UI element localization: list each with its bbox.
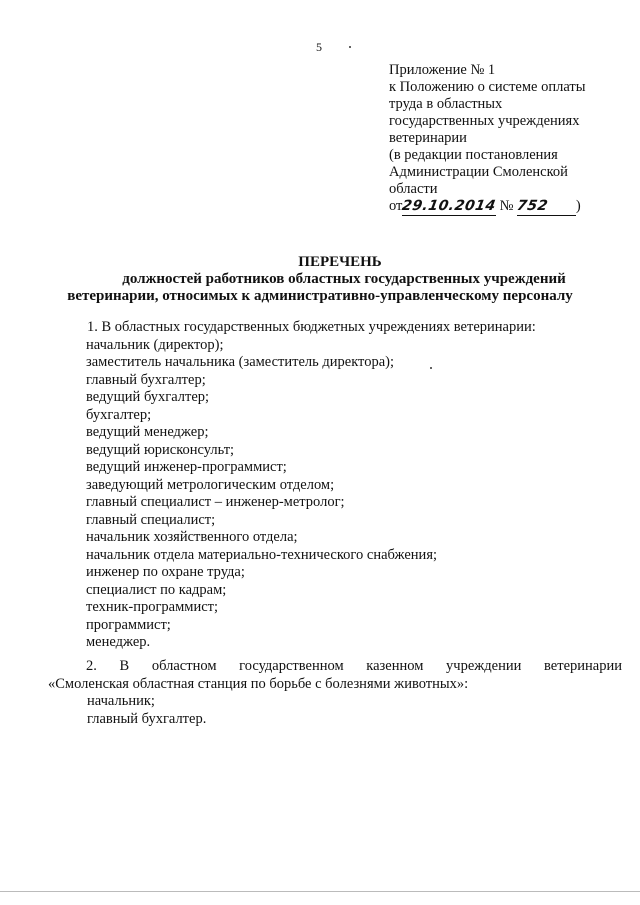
list-item: главный бухгалтер; (86, 371, 206, 388)
section-1-list (86, 337, 536, 652)
title-heading: ПЕРЕЧЕНЬ (298, 254, 382, 270)
list-item: главный специалист – инженер-метролог; (86, 494, 345, 510)
annex-header (389, 62, 609, 216)
list-item: начальник хозяйственного отдела; (86, 529, 298, 545)
list-item: специалист по кадрам; (86, 581, 227, 598)
list-item: начальник (директор); (86, 336, 224, 353)
scan-speck (349, 46, 351, 48)
annex-date-line (389, 198, 609, 216)
list-item: ведущий инженер-программист; (86, 459, 287, 475)
number-prefix: № (495, 198, 518, 214)
annex-line: ветеринарии (389, 130, 467, 146)
annex-line: области (389, 181, 438, 197)
list-item: ведущий бухгалтер; (86, 389, 210, 405)
section-2-heading-cont: «Смоленская областная станция по борьбе с болезнями животных»: (48, 675, 469, 692)
handwritten-date: 29.10.2014 (401, 198, 498, 214)
scan-speck (430, 367, 432, 369)
section-2 (48, 658, 622, 728)
list-item: начальник отдела материально-технического снабжения; (86, 546, 438, 563)
section-2-heading: 2. В областном государственном казенном учреждении ветеринарии (86, 658, 622, 674)
list-item: программист; (86, 616, 171, 633)
list-item: начальник; (87, 693, 155, 709)
list-item: менеджер. (86, 634, 151, 650)
list-item: главный специалист; (86, 511, 216, 528)
annex-line: (в редакции постановления (389, 147, 558, 163)
date-prefix: от (389, 198, 403, 214)
list-item: бухгалтер; (86, 406, 152, 423)
handwritten-number: 752 (515, 198, 550, 214)
list-item: ведущий юрисконсульт; (86, 441, 235, 458)
title-line: должностей работников областных государственных учреждений (122, 271, 566, 287)
list-item: техник-программист; (86, 599, 219, 615)
list-item: заведующий метрологическим отделом; (86, 476, 335, 493)
page-number: 5 (316, 40, 322, 54)
annex-line: Администрации Смоленской (389, 164, 568, 180)
title-line: ветеринарии, относимых к административно-управленческому персоналу (67, 288, 573, 304)
section-1-heading: 1. В областных государственных бюджетных учреждениях ветеринарии: (87, 319, 536, 335)
list-item: заместитель начальника (заместитель директора); (86, 354, 394, 370)
list-item: главный бухгалтер. (87, 710, 207, 727)
document-title (0, 254, 640, 305)
scan-edge-line (0, 891, 640, 892)
list-item: инженер по охране труда; (86, 564, 245, 580)
annex-line: к Положению о системе оплаты (389, 79, 586, 95)
annex-line: труда в областных (389, 96, 503, 112)
list-item: ведущий менеджер; (86, 424, 209, 440)
annex-line: государственных учреждениях (389, 113, 580, 129)
closing-paren: ) (575, 198, 581, 214)
annex-line: Приложение № 1 (389, 62, 496, 78)
section-1 (87, 319, 536, 652)
